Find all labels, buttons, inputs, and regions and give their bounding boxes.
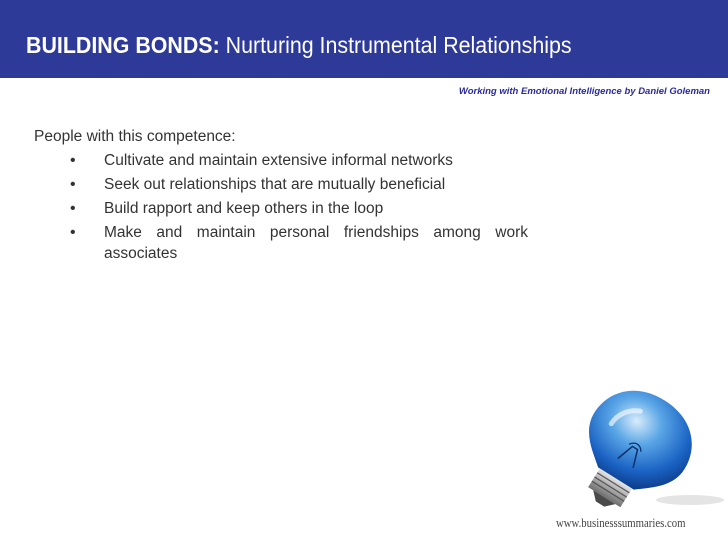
bullet-item (34, 198, 528, 219)
bullet-item (34, 150, 528, 171)
book-credit: Working with Emotional Intelligence by Daniel Goleman (458, 86, 710, 97)
bullet-icon: • (70, 200, 76, 217)
slide-content (34, 126, 528, 267)
bullet-icon: • (70, 224, 76, 241)
title-bold: BUILDING BONDS: (26, 32, 220, 58)
bullet-text: Cultivate and maintain extensive informal networks (104, 152, 453, 169)
intro-text: People with this competence: (34, 128, 236, 145)
bullet-text: Make and maintain personal friendships among work associates (104, 224, 528, 262)
bullet-item (34, 174, 528, 195)
slide-title (26, 32, 572, 59)
title-rest: Nurturing Instrumental Relationships (225, 32, 572, 58)
website-url: www.businesssummaries.com (556, 516, 686, 530)
bullet-icon: • (70, 176, 76, 193)
bullet-text: Seek out relationships that are mutually beneficial (104, 176, 446, 193)
bullet-text: Build rapport and keep others in the loop (104, 200, 384, 217)
bullet-list (34, 150, 528, 264)
light-bulb-icon (540, 388, 728, 510)
bullet-item (34, 222, 528, 264)
bullet-icon: • (70, 152, 76, 169)
